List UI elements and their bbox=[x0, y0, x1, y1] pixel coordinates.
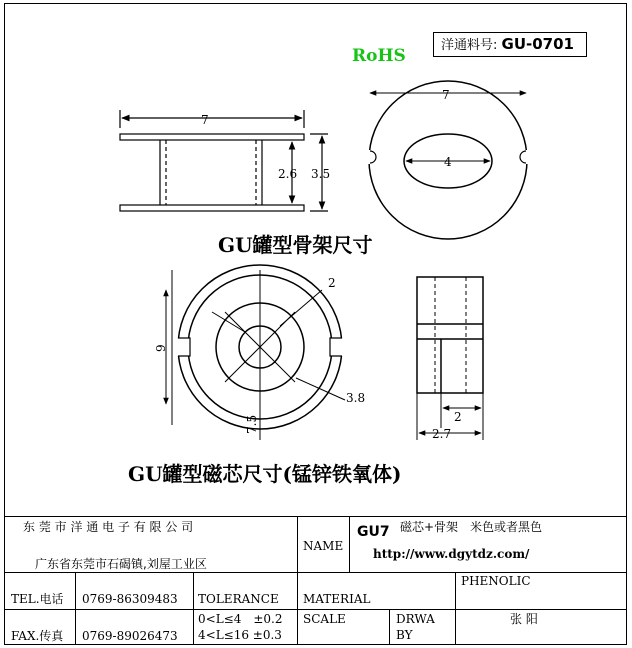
material-value: PHENOLIC bbox=[461, 574, 531, 588]
tolerance-label: TOLERANCE bbox=[198, 592, 279, 606]
core-side-view bbox=[417, 277, 483, 440]
name-description: 磁芯+骨架 米色或者黑色 bbox=[400, 520, 543, 534]
material-label: MATERIAL bbox=[303, 592, 371, 606]
company-address: 广东省东莞市石碣镇,刘屋工业区 bbox=[35, 557, 207, 571]
fax-label: FAX.传真 bbox=[11, 629, 64, 643]
bobbin-inner-height-label: 2.6 bbox=[278, 167, 298, 181]
core-side-width-label: 2.7 bbox=[432, 427, 452, 441]
company-name: 东 莞 市 洋 通 电 子 有 限 公 司 bbox=[23, 520, 194, 534]
name-value: GU7 bbox=[357, 524, 390, 540]
drawn-by-label-1: DRWA bbox=[396, 612, 435, 626]
bobbin-width-label: 7 bbox=[201, 113, 209, 127]
name-label: NAME bbox=[303, 539, 344, 553]
bobbin-side-view bbox=[120, 110, 331, 211]
fax-value: 0769-89026473 bbox=[82, 629, 178, 643]
tolerance-line-1: 0<L≤4 ±0.2 bbox=[198, 612, 283, 626]
core-slot-width-label: 7.5 bbox=[245, 414, 259, 434]
company-url[interactable]: http://www.dgytdz.com/ bbox=[373, 547, 530, 561]
bobbin-top-width-label: 7 bbox=[442, 88, 450, 102]
tolerance-line-2: 4<L≤16 ±0.3 bbox=[198, 628, 282, 642]
core-side-slot-label: 2 bbox=[454, 410, 462, 424]
core-outer-diameter-label: 9 bbox=[154, 344, 168, 352]
core-title: GU罐型磁芯尺寸(锰锌铁氧体) bbox=[128, 462, 402, 486]
scale-label: SCALE bbox=[303, 612, 346, 626]
tel-value: 0769-86309483 bbox=[82, 592, 178, 606]
core-top-view bbox=[166, 265, 348, 440]
core-ring-label: 3.8 bbox=[346, 391, 366, 405]
bobbin-inner-diameter-label: 4 bbox=[444, 155, 452, 169]
core-inner-diameter-label: 2 bbox=[328, 276, 336, 290]
rohs-mark: RoHS bbox=[352, 46, 406, 66]
drawn-by-value: 张 阳 bbox=[510, 612, 538, 626]
bobbin-outer-height-label: 3.5 bbox=[311, 167, 331, 181]
part-number-value: GU-0701 bbox=[501, 35, 574, 53]
tel-label: TEL.电话 bbox=[11, 592, 64, 606]
bobbin-title: GU罐型骨架尺寸 bbox=[218, 233, 373, 257]
part-number-label: 洋通料号: bbox=[441, 38, 498, 53]
drawn-by-label-2: BY bbox=[396, 628, 413, 642]
